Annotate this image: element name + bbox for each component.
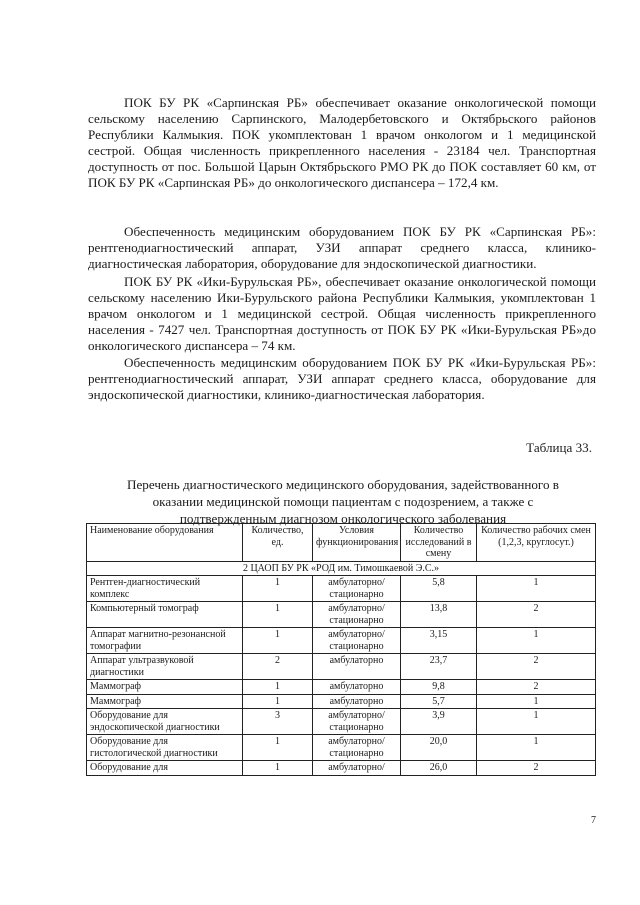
cell-studies-per-shift: 3,15 [401,628,477,654]
header-quantity: Количество, ед. [243,524,313,562]
paragraph-iki-burulskaya: ПОК БУ РК «Ики-Бурульская РБ», обеспечивает оказание онкологической помощи сельскому населению Ики-Бурульского района Республики Калмыкия, укомплектован 1 врачом онкологом и 1 медицинской сестрой. Общая численность прикрепленного населения - 7427 чел. Транспортная доступность от ПОК БУ РК «Ики-Бурульская РБ»до онкологического диспансера – 74 км. [88,274,596,354]
paragraph-sarpinskaya-equipment: Обеспеченность медицинским оборудованием ПОК БУ РК «Сарпинская РБ»: рентгенодиагностический аппарат, УЗИ аппарат среднего класса, клинико-диагностическая лаборатория, оборудование для эндоскопической диагностики. [88,224,596,272]
cell-work-shifts: 2 [477,761,596,776]
cell-equipment-name: Оборудование для гистологической диагностики [87,735,243,761]
caption-line: оказании медицинской помощи пациентам с подозрением, а также с [152,494,534,509]
table-row [87,628,596,654]
caption-line: Перечень диагностического медицинского оборудования, задействованного в [127,477,559,492]
table-header-row [87,524,596,562]
cell-quantity: 1 [243,602,313,628]
cell-work-shifts: 1 [477,576,596,602]
cell-work-shifts: 2 [477,680,596,695]
header-work-shifts: Количество рабочих смен (1,2,3, круглосут.) [477,524,596,562]
table-row [87,680,596,695]
cell-studies-per-shift: 3,9 [401,709,477,735]
cell-equipment-name: Аппарат магнитно-резонансной томографии [87,628,243,654]
cell-work-shifts: 1 [477,628,596,654]
cell-studies-per-shift: 26,0 [401,761,477,776]
cell-quantity: 1 [243,735,313,761]
cell-conditions: амбулаторно/ стационарно [313,628,401,654]
cell-conditions: амбулаторно/ стационарно [313,735,401,761]
cell-equipment-name: Рентген-диагностический комплекс [87,576,243,602]
cell-studies-per-shift: 23,7 [401,654,477,680]
cell-equipment-name: Оборудование для эндоскопической диагностики [87,709,243,735]
header-studies-per-shift: Количество исследований в смену [401,524,477,562]
cell-work-shifts: 2 [477,654,596,680]
cell-equipment-name: Компьютерный томограф [87,602,243,628]
cell-studies-per-shift: 20,0 [401,735,477,761]
cell-work-shifts: 1 [477,694,596,709]
table-row [87,602,596,628]
table-row [87,735,596,761]
header-equipment-name: Наименование оборудования [87,524,243,562]
cell-conditions: амбулаторно/ стационарно [313,576,401,602]
cell-studies-per-shift: 5,7 [401,694,477,709]
cell-quantity: 1 [243,694,313,709]
caption-line: подтвержденным диагнозом онкологического заболевания [179,511,507,526]
table-caption [90,476,596,527]
cell-studies-per-shift: 13,8 [401,602,477,628]
cell-conditions: амбулаторно [313,680,401,695]
table-section-row [87,561,596,576]
cell-conditions: амбулаторно [313,654,401,680]
cell-quantity: 1 [243,576,313,602]
table-row [87,761,596,776]
cell-studies-per-shift: 5,8 [401,576,477,602]
page-number: 7 [591,815,596,826]
table-row [87,694,596,709]
cell-conditions: амбулаторно [313,694,401,709]
cell-work-shifts: 1 [477,709,596,735]
cell-work-shifts: 2 [477,602,596,628]
cell-studies-per-shift: 9,8 [401,680,477,695]
cell-conditions: амбулаторно/ стационарно [313,602,401,628]
cell-conditions: амбулаторно/ стационарно [313,709,401,735]
cell-equipment-name: Маммограф [87,680,243,695]
table-row [87,576,596,602]
header-conditions: Условия функционирования [313,524,401,562]
equipment-table [86,523,596,776]
table-row [87,654,596,680]
section-title: 2 ЦАОП БУ РК «РОД им. Тимошкаевой Э.С.» [87,561,596,576]
cell-quantity: 1 [243,628,313,654]
paragraph-iki-burulskaya-equipment: Обеспеченность медицинским оборудованием ПОК БУ РК «Ики-Бурульская РБ»: рентгенодиагностический аппарат, УЗИ аппарат среднего класса, оборудование для эндоскопической диагностики, клинико-диагностическая лаборатория. [88,355,596,403]
cell-quantity: 2 [243,654,313,680]
table-row [87,709,596,735]
cell-equipment-name: Оборудование для [87,761,243,776]
paragraph-sarpinskaya: ПОК БУ РК «Сарпинская РБ» обеспечивает оказание онкологической помощи сельскому населению Сарпинского, Малодербетовского и Октябрьского районов Республики Калмыкия. ПОК укомплектован 1 врачом онкологом и 1 медицинской сестрой. Общая численность прикрепленного населения - 23184 чел. Транспортная доступность от пос. Большой Царын Октябрьского РМО РК до ПОК составляет 60 км, от ПОК БУ РК «Сарпинская РБ» до онкологического диспансера – 172,4 км. [88,95,596,191]
cell-quantity: 1 [243,680,313,695]
cell-equipment-name: Маммограф [87,694,243,709]
cell-quantity: 3 [243,709,313,735]
cell-work-shifts: 1 [477,735,596,761]
table-label: Таблица 33. [526,440,592,455]
cell-equipment-name: Аппарат ультразвуковой диагностики [87,654,243,680]
cell-quantity: 1 [243,761,313,776]
cell-conditions: амбулаторно/ [313,761,401,776]
